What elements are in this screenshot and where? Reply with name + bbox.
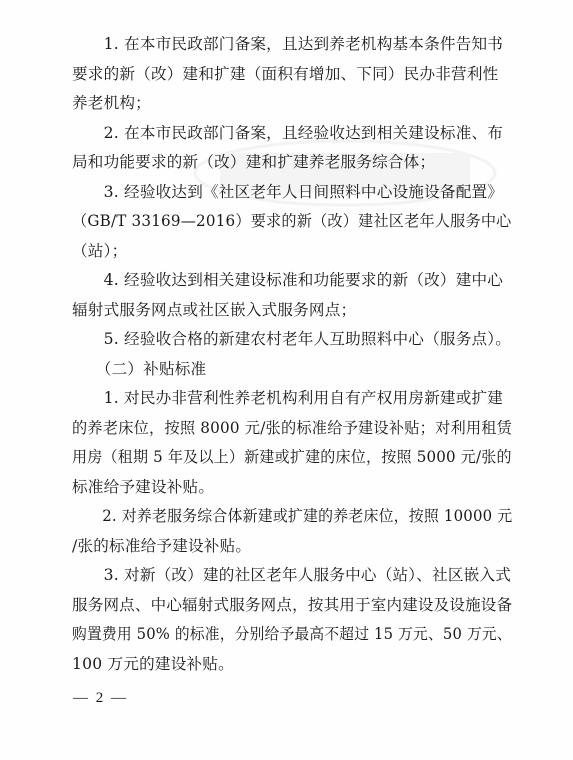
text-line: 服务网点、中心辐射式服务网点，按其用于室内建设及设施设备	[72, 595, 513, 614]
text-line: （站）；	[72, 241, 128, 260]
text-line: 养老机构；	[72, 94, 151, 112]
text-line: 1. 在本市民政部门备案，且达到养老机构基本条件告知书	[72, 35, 504, 53]
text-line: 局和功能要求的新（改）建和扩建养老服务综合体；	[72, 153, 436, 171]
text-line: 用房（租期 5 年及以上）新建或扩建的床位，按照 5000 元/张的	[72, 448, 512, 466]
text-line: 2. 对养老服务综合体新建或扩建的养老床位，按照 10000 元	[72, 507, 513, 525]
text-line: 2. 在本市民政部门备案，且经验收达到相关建设标准、布	[72, 123, 504, 142]
text-line: （GB/T 33169—2016）要求的新（改）建社区老年人服务中心	[72, 212, 512, 230]
page-number: — 2 —	[73, 690, 128, 706]
text-line: 1. 对民办非营利性养老机构利用自有产权用房新建或扩建	[72, 389, 504, 407]
text-line: /张的标准给予建设补贴。	[72, 536, 252, 555]
text-line: 要求的新（改）建和扩建（面积有增加、下同）民办非营利性	[72, 64, 499, 83]
section-heading: （二）补贴标准	[72, 359, 207, 378]
text-line: 5. 经验收合格的新建农村老年人互助照料中心（服务点）。	[72, 330, 512, 348]
text-line: 辐射式服务网点或社区嵌入式服务网点；	[72, 300, 357, 319]
text-line: 的养老床位，按照 8000 元/张的标准给予建设补贴；对利用租赁	[72, 418, 513, 437]
text-line: 100 万元的建设补贴。	[72, 654, 234, 673]
text-line: 标准给予建设补贴。	[72, 477, 215, 496]
text-block	[72, 30, 512, 679]
text-line: 3. 经验收达到《社区老年人日间照料中心设施设备配置》	[72, 182, 504, 201]
text-line: 3. 对新（改）建的社区老年人服务中心（站）、社区嵌入式	[72, 566, 512, 584]
text-line: 4. 经验收达到相关建设标准和功能要求的新（改）建中心	[72, 271, 504, 289]
document-body	[72, 30, 512, 679]
text-line: 购置费用 50% 的标准，分别给予最高不超过 15 万元、50 万元、	[72, 625, 512, 643]
